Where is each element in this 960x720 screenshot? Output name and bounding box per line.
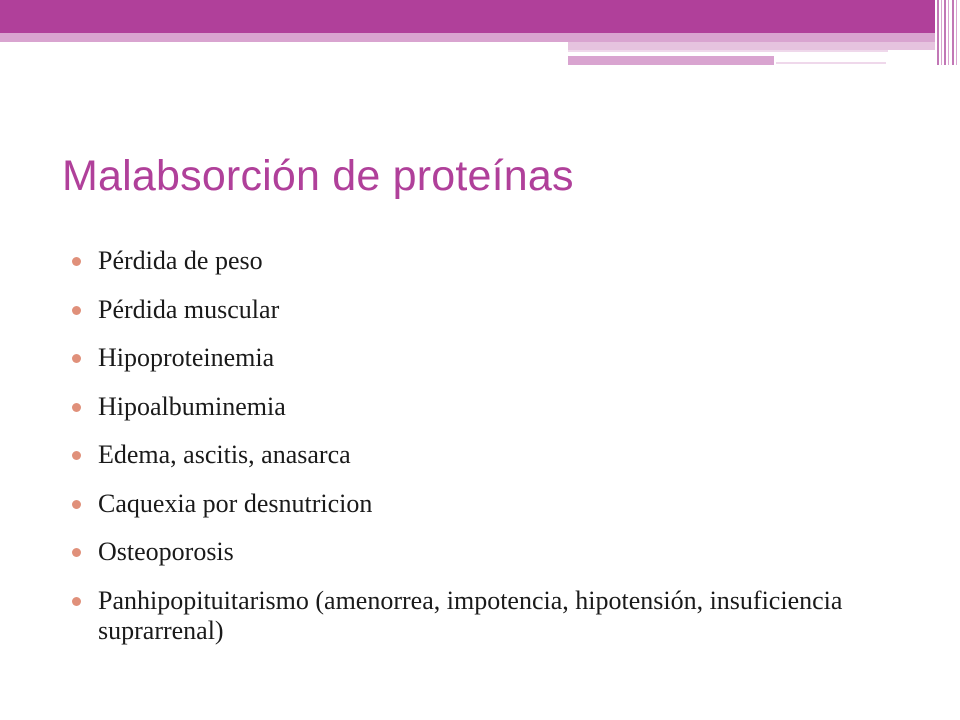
slide-title: Malabsorción de proteínas — [62, 152, 574, 200]
bullet-dot-icon — [72, 257, 81, 266]
bullet-item — [72, 295, 932, 325]
bullet-dot-icon — [72, 403, 81, 412]
header-band-accent-lower — [568, 56, 774, 65]
bullet-item — [72, 392, 932, 422]
bullet-list — [72, 246, 932, 664]
bullet-dot-icon — [72, 597, 81, 606]
bullet-text: Edema, ascitis, anasarca — [98, 440, 351, 469]
bullet-text: Pérdida muscular — [98, 294, 280, 324]
header-band-accent — [568, 42, 935, 50]
bullet-item — [72, 489, 932, 519]
header-stripe — [941, 0, 942, 65]
header-stripe — [944, 0, 946, 65]
bullet-item — [72, 537, 932, 567]
bullet-dot-icon — [72, 306, 81, 315]
header-band — [0, 0, 935, 33]
header-stripe — [948, 0, 949, 65]
bullet-dot-icon — [72, 548, 81, 557]
header-stripe — [952, 0, 954, 65]
header-band-light — [0, 33, 935, 42]
header-stripe — [956, 0, 957, 65]
bullet-item — [72, 343, 932, 373]
header-stripe — [937, 0, 939, 65]
bullet-text: Hipoproteinemia — [98, 343, 275, 372]
header-band-line-lower — [776, 62, 886, 64]
bullet-item — [72, 246, 932, 276]
header-band-line — [568, 50, 888, 52]
bullet-text: Panhipopituitarismo (amenorrea, impotencia, hipotensión, insuficiencia suprarrenal) — [98, 585, 843, 645]
bullet-item — [72, 586, 932, 646]
bullet-text: Osteoporosis — [98, 537, 234, 566]
bullet-dot-icon — [72, 500, 81, 509]
bullet-text: Hipoalbuminemia — [98, 391, 286, 421]
bullet-item — [72, 440, 932, 470]
bullet-dot-icon — [72, 354, 81, 363]
bullet-text: Caquexia por desnutricion — [98, 488, 373, 518]
bullet-dot-icon — [72, 451, 81, 460]
bullet-text: Pérdida de peso — [98, 246, 263, 275]
